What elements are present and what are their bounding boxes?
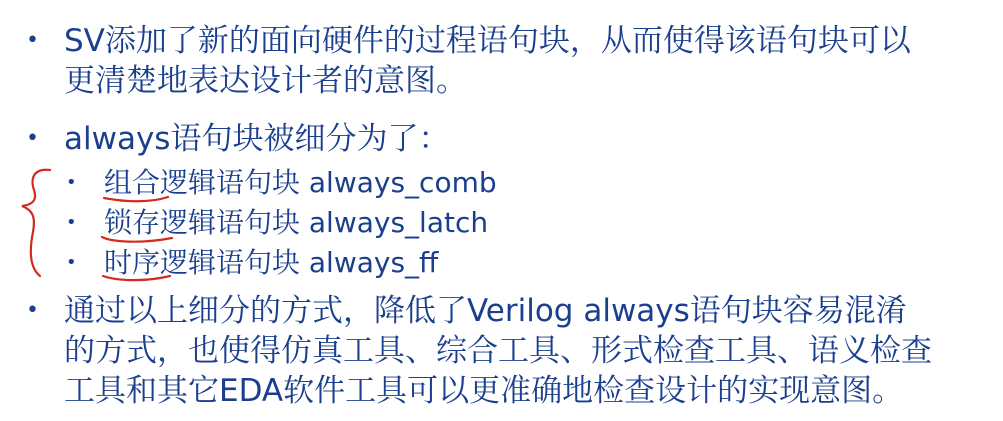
bullet-1-line-2: 更清楚地表达设计者的意图。	[64, 63, 467, 99]
sub-bullet-ff: 时序逻辑语句块 always_ff	[104, 246, 439, 279]
sub-bullet-comb: 组合逻辑语句块 always_comb	[104, 166, 497, 199]
bullet-3-line-3: 工具和其它EDA软件工具可以更准确地检查设计的实现意图。	[64, 373, 904, 409]
annotation-brace	[22, 170, 50, 276]
sub-bullet-marker: •	[66, 172, 77, 193]
bullet-2-line-1: always语句块被细分为了：	[64, 121, 450, 157]
sub-bullet-marker: •	[66, 212, 77, 233]
bullet-3-line-2: 的方式，也使得仿真工具、综合工具、形式检查工具、语义检查	[64, 333, 932, 369]
bullet-marker: •	[26, 126, 39, 151]
bullet-marker: •	[26, 298, 39, 323]
bullet-3-line-1: 通过以上细分的方式，降低了Verilog always语句块容易混淆	[64, 293, 907, 329]
bullet-marker: •	[26, 28, 39, 53]
sub-bullet-latch: 锁存逻辑语句块 always_latch	[104, 206, 489, 239]
bullet-1-line-1: SV添加了新的面向硬件的过程语句块，从而使得该语句块可以	[64, 23, 911, 59]
sub-bullet-marker: •	[66, 252, 77, 273]
